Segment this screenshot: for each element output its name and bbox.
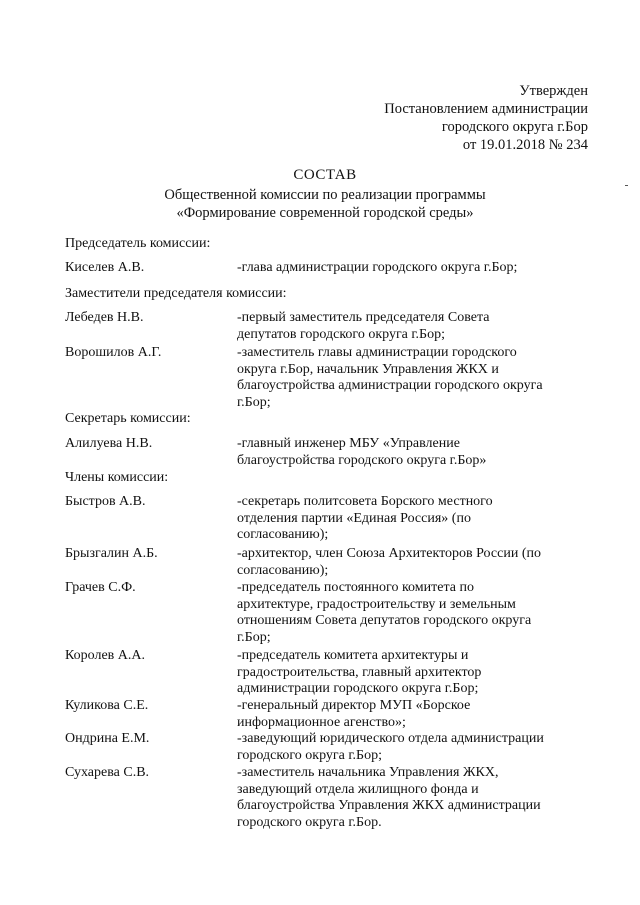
role-line: -секретарь политсовета Борского местного [237, 494, 493, 509]
role-line: отношениям Совета депутатов городского округа [237, 613, 532, 628]
member-name: Куликова С.Е. [65, 698, 149, 713]
title-line-2: Общественной комиссии по реализации программы [164, 187, 486, 203]
role-line: -заместитель главы администрации городского [237, 345, 517, 360]
section-chairman: Председатель комиссии: [65, 236, 211, 251]
role-line: -первый заместитель председателя Совета [237, 310, 490, 325]
title-line-3: «Формирование современной городской среды» [176, 205, 474, 221]
approval-line-3: городского округа г.Бор [441, 119, 588, 135]
section-members: Члены комиссии: [65, 470, 169, 485]
role-line: благоустройства городского округа г.Бор» [237, 452, 487, 468]
member-name: Грачев С.Ф. [65, 580, 136, 595]
approval-line-1: Утвержден [519, 83, 588, 99]
member-name: Киселев А.В. [65, 260, 145, 275]
role-line: согласованию); [237, 562, 329, 578]
document-title [130, 166, 520, 222]
member-role [237, 310, 587, 343]
role-line: г.Бор; [237, 394, 271, 410]
role-line: -глава администрации городского округа г.Бор; [237, 260, 518, 275]
role-line: заведующий отдела жилищного фонда и [237, 781, 479, 797]
role-line: -заместитель начальника Управления ЖКХ, [237, 765, 499, 780]
member-role [237, 765, 587, 831]
role-line: -главный инженер МБУ «Управление [237, 436, 460, 451]
member-role [237, 698, 587, 731]
member-name: Алилуева Н.В. [65, 436, 153, 451]
member-name: Королев А.А. [65, 648, 145, 663]
role-line: благоустройства Управления ЖКХ администрации [237, 798, 541, 813]
member-role [237, 546, 587, 579]
role-line: городского округа г.Бор. [237, 814, 382, 830]
role-line: администрации городского округа г.Бор; [237, 681, 479, 696]
member-role [237, 580, 587, 646]
member-name: Ворошилов А.Г. [65, 345, 162, 360]
role-line: городского округа г.Бор; [237, 747, 382, 763]
margin-mark [625, 185, 628, 186]
role-line: -генеральный директор МУП «Борское [237, 698, 471, 713]
role-line: -председатель постоянного комитета по [237, 580, 474, 595]
role-line: -архитектор, член Союза Архитекторов России (по [237, 546, 541, 561]
section-secretary: Секретарь комиссии: [65, 411, 191, 426]
role-line: -председатель комитета архитектуры и [237, 648, 469, 663]
role-line: архитектуре, градостроительству и земельным [237, 596, 516, 612]
member-role [237, 648, 587, 698]
member-role [237, 345, 587, 411]
role-line: отделения партии «Единая Россия» (по [237, 510, 471, 526]
approval-line-2: Постановлением администрации [384, 101, 588, 117]
member-name: Сухарева С.В. [65, 765, 150, 780]
approval-block [328, 82, 588, 154]
role-line: г.Бор; [237, 629, 271, 645]
role-line: благоустройства администрации городского округа [237, 378, 543, 393]
member-role [237, 260, 587, 277]
member-name: Ондрина Е.М. [65, 731, 150, 746]
section-deputies: Заместители председателя комиссии: [65, 286, 287, 301]
role-line: согласованию); [237, 527, 329, 542]
approval-line-4: от 19.01.2018 № 234 [462, 137, 588, 153]
role-line: округа г.Бор, начальник Управления ЖКХ и [237, 361, 499, 377]
member-role [237, 436, 587, 469]
title-line-1: СОСТАВ [293, 167, 357, 183]
member-name: Быстров А.В. [65, 494, 146, 509]
role-line: информационное агенство»; [237, 714, 406, 730]
member-name: Брызгалин А.Б. [65, 546, 158, 561]
member-name: Лебедев Н.В. [65, 310, 144, 325]
role-line: депутатов городского округа г.Бор; [237, 326, 445, 342]
role-line: градостроительства, главный архитектор [237, 664, 482, 680]
member-role [237, 731, 587, 764]
role-line: -заведующий юридического отдела администрации [237, 731, 544, 746]
member-role [237, 494, 587, 544]
